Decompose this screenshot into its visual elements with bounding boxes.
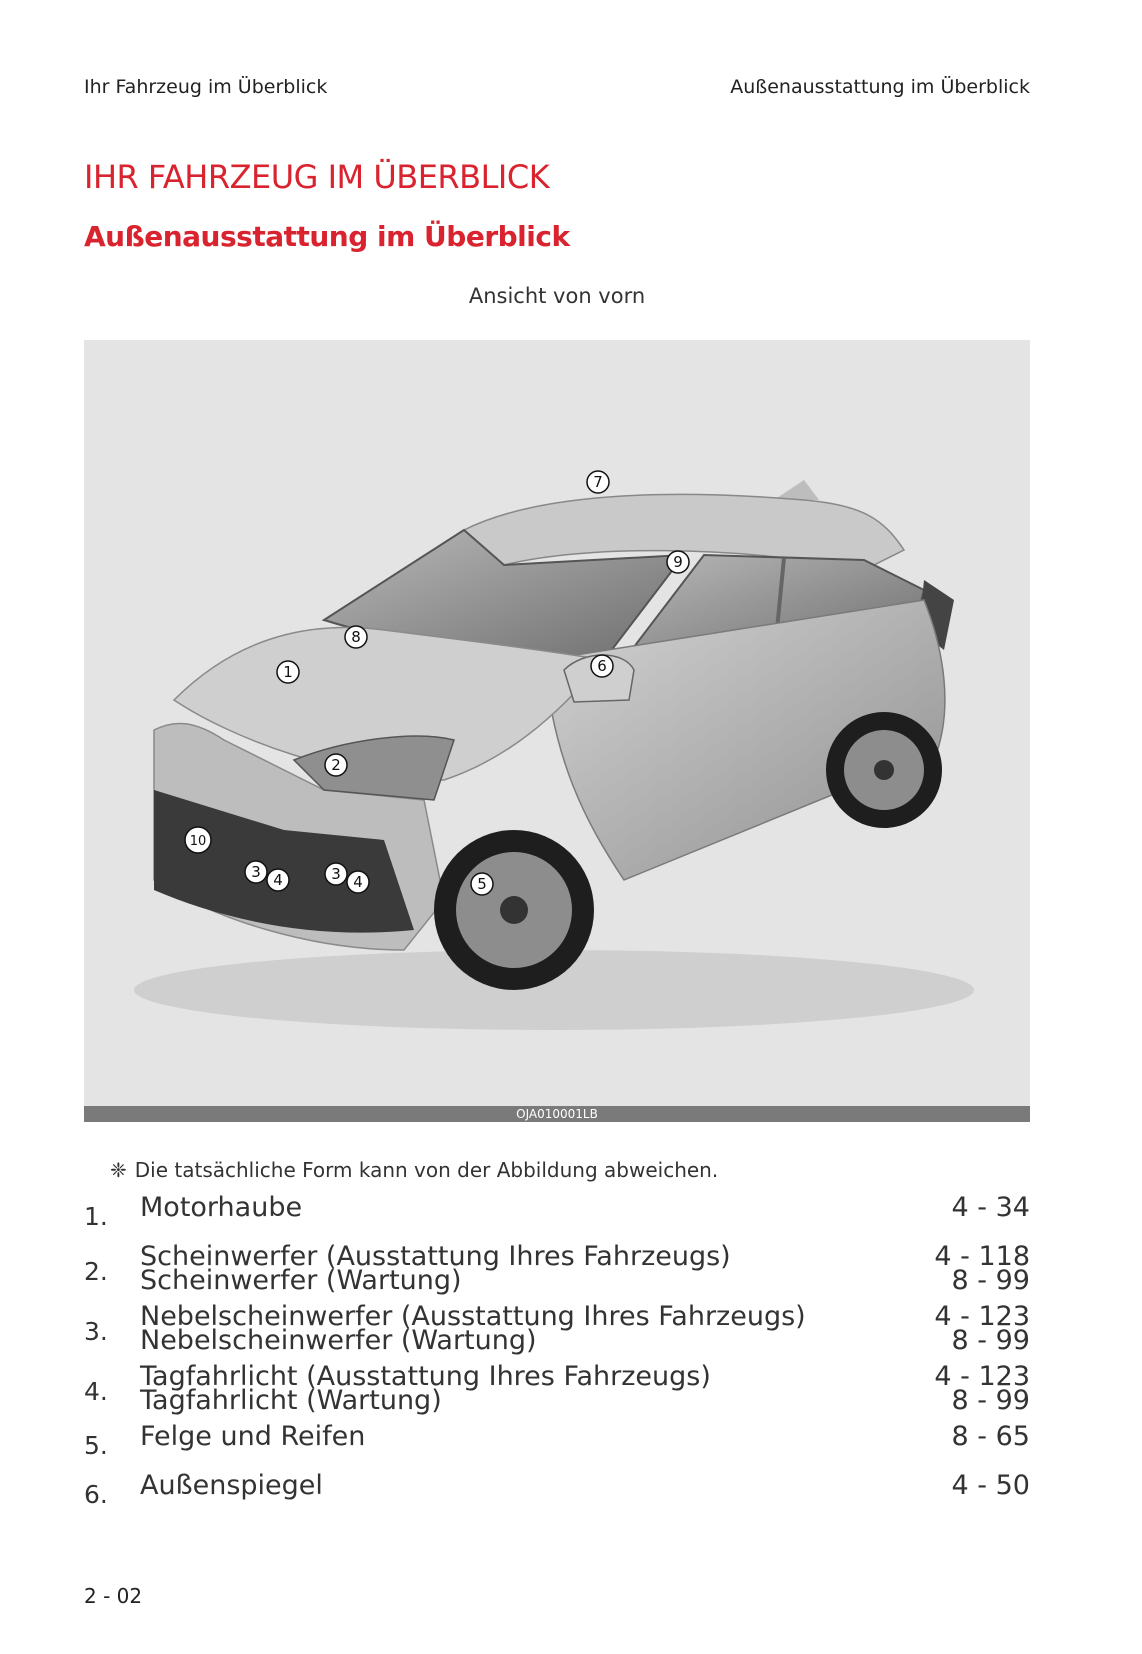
svg-text:2: 2 (331, 756, 341, 774)
callout-4-right (347, 871, 369, 893)
item-label: Motorhaube (140, 1192, 303, 1223)
figure-caption: Ansicht von vorn (468, 284, 646, 308)
callout-10 (185, 827, 211, 853)
asterisk-icon: ❈ (110, 1158, 127, 1182)
item-page-ref: 4 - 118 8 - 99 (934, 1241, 1030, 1296)
antenna (774, 480, 819, 500)
svg-text:5: 5 (477, 875, 487, 893)
svg-text:3: 3 (331, 865, 341, 883)
svg-text:1: 1 (283, 663, 293, 681)
item-page-ref: 4 - 123 8 - 99 (934, 1301, 1030, 1356)
item-number: 3. (84, 1317, 108, 1346)
callout-1 (277, 661, 299, 683)
chapter-title: IHR FAHRZEUG IM ÜBERBLICK (84, 158, 550, 196)
item-number: 1. (84, 1202, 108, 1231)
svg-text:3: 3 (251, 863, 261, 881)
item-page-ref: 4 - 34 (951, 1192, 1030, 1223)
svg-text:4: 4 (353, 873, 363, 891)
callout-5 (471, 873, 493, 895)
item-label: Außenspiegel (140, 1470, 323, 1501)
item-label: Felge und Reifen (140, 1421, 366, 1452)
svg-text:9: 9 (673, 553, 683, 571)
callout-9 (667, 551, 689, 573)
disclaimer-note (110, 1158, 718, 1182)
callout-3-left (245, 861, 267, 883)
item-number: 6. (84, 1480, 108, 1509)
item-label: Scheinwerfer (Ausstattung Ihres Fahrzeugs) Scheinwerfer (Wartung) (140, 1241, 731, 1296)
callout-8 (345, 626, 367, 648)
item-page-ref: 4 - 123 8 - 99 (934, 1361, 1030, 1416)
running-header-right: Außenausstattung im Überblick (730, 76, 1030, 98)
car-illustration (84, 340, 1030, 1122)
svg-text:8: 8 (351, 628, 361, 646)
callout-6 (591, 655, 613, 677)
callout-2 (325, 754, 347, 776)
callout-7 (587, 471, 609, 493)
page-number: 2 - 02 (84, 1584, 143, 1608)
figure-code: OJA010001LB (84, 1106, 1030, 1122)
callout-3-right (325, 863, 347, 885)
running-header-left: Ihr Fahrzeug im Überblick (84, 76, 328, 98)
item-page-ref: 4 - 50 (951, 1470, 1030, 1501)
section-title: Außenausstattung im Überblick (84, 220, 570, 253)
item-number: 4. (84, 1377, 108, 1406)
car-front-view-figure (84, 340, 1030, 1122)
svg-text:10: 10 (189, 834, 207, 849)
svg-text:6: 6 (597, 657, 607, 675)
item-page-ref: 8 - 65 (951, 1421, 1030, 1452)
item-number: 5. (84, 1431, 108, 1460)
svg-text:7: 7 (593, 473, 603, 491)
disclaimer-text: Die tatsächliche Form kann von der Abbildung abweichen. (134, 1158, 719, 1182)
item-label: Tagfahrlicht (Ausstattung Ihres Fahrzeugs) Tagfahrlicht (Wartung) (140, 1361, 711, 1416)
svg-text:4: 4 (273, 871, 283, 889)
item-number: 2. (84, 1257, 108, 1286)
item-label: Nebelscheinwerfer (Ausstattung Ihres Fahrzeugs) Nebelscheinwerfer (Wartung) (140, 1301, 806, 1356)
callout-4-left (267, 869, 289, 891)
